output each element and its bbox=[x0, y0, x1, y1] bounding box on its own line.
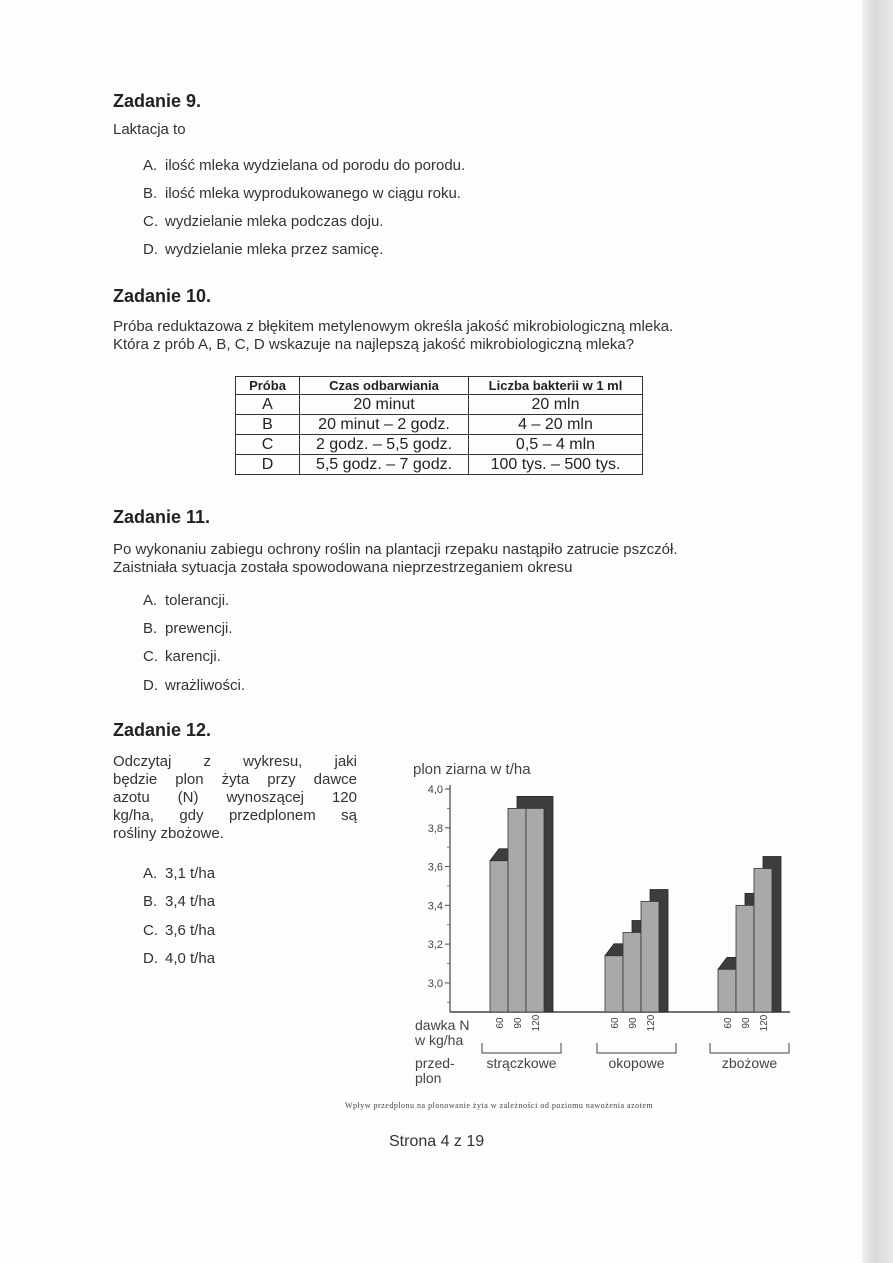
dose-tick-label: 90 bbox=[628, 1017, 639, 1029]
table-cell: D bbox=[236, 455, 300, 475]
chart-group-label-line-2: plon bbox=[415, 1070, 442, 1086]
bar bbox=[718, 969, 736, 1012]
q12-stem-line: azotu (N) wynoszącej 120 bbox=[113, 789, 357, 806]
table-cell: A bbox=[236, 395, 300, 415]
q9-option-c[interactable] bbox=[143, 213, 383, 230]
table-cell: 4 – 20 mln bbox=[469, 415, 643, 435]
scan-edge-shadow bbox=[862, 0, 893, 1263]
bar bbox=[754, 869, 772, 1012]
q10-title: Zadanie 10. bbox=[113, 286, 212, 306]
q12-stem-line: będzie plon żyta przy dawce bbox=[113, 771, 357, 788]
q11-option-c[interactable] bbox=[143, 648, 221, 665]
q12-stem-line: Odczytaj z wykresu, jaki bbox=[113, 753, 357, 770]
option-text: wydzielanie mleka przez samicę. bbox=[165, 241, 384, 258]
option-text: 3,1 t/ha bbox=[165, 865, 216, 882]
bar bbox=[605, 956, 623, 1012]
option-letter: C. bbox=[143, 213, 158, 230]
chart-group-label-line-1: przed- bbox=[415, 1055, 455, 1071]
dose-tick-label: 120 bbox=[646, 1014, 657, 1032]
bar bbox=[490, 861, 508, 1012]
q9-option-a[interactable] bbox=[143, 157, 465, 174]
option-letter: B. bbox=[143, 185, 158, 202]
q11-option-d[interactable] bbox=[143, 677, 245, 694]
option-letter: A. bbox=[143, 865, 158, 882]
column-header: Czas odbarwiania bbox=[300, 377, 469, 395]
chart-ylabel: plon ziarna w t/ha bbox=[413, 761, 531, 778]
q11-title: Zadanie 11. bbox=[113, 507, 211, 527]
table-cell: 20 mln bbox=[469, 395, 643, 415]
table-row bbox=[236, 395, 643, 415]
q9-option-d[interactable] bbox=[143, 241, 383, 258]
bar bbox=[736, 905, 754, 1012]
q12-stem bbox=[113, 753, 357, 843]
option-letter: D. bbox=[143, 950, 158, 967]
table-header-row bbox=[236, 377, 643, 395]
dose-tick-label: 60 bbox=[610, 1017, 621, 1029]
page-number: Strona 4 z 19 bbox=[389, 1133, 485, 1150]
q11-line-1: Po wykonaniu zabiegu ochrony roślin na plantacji rzepaku nastąpiło zatrucie pszczół. bbox=[113, 541, 678, 558]
table-cell: 0,5 – 4 mln bbox=[469, 435, 643, 455]
group-bracket bbox=[597, 1043, 676, 1053]
dose-tick-label: 90 bbox=[741, 1017, 752, 1029]
table-row bbox=[236, 455, 643, 475]
option-letter: A. bbox=[143, 592, 158, 609]
option-text: wrażliwości. bbox=[165, 677, 246, 694]
option-letter: B. bbox=[143, 893, 158, 910]
q12-option-d[interactable] bbox=[143, 950, 215, 967]
bar bbox=[641, 901, 659, 1012]
dose-tick-label: 60 bbox=[723, 1017, 734, 1029]
group-bracket bbox=[710, 1043, 789, 1053]
y-tick-label: 3,4 bbox=[427, 900, 443, 913]
group-label: zbożowe bbox=[721, 1055, 778, 1071]
table-cell: 5,5 godz. – 7 godz. bbox=[300, 455, 469, 475]
y-tick-label: 3,6 bbox=[427, 861, 443, 874]
column-header: Liczba bakterii w 1 ml bbox=[469, 377, 643, 395]
group-bracket bbox=[482, 1043, 561, 1053]
q12-option-b[interactable] bbox=[143, 893, 215, 910]
group-label: strączkowe bbox=[486, 1055, 557, 1071]
dose-tick-label: 90 bbox=[513, 1017, 524, 1029]
option-text: ilość mleka wyprodukowanego w ciągu roku. bbox=[165, 185, 461, 202]
option-text: prewencji. bbox=[165, 620, 233, 637]
option-letter: D. bbox=[143, 677, 158, 694]
table-cell: 20 minut bbox=[300, 395, 469, 415]
chart-xlabel-line-2: w kg/ha bbox=[415, 1032, 464, 1048]
option-letter: C. bbox=[143, 922, 158, 939]
table-cell: C bbox=[236, 435, 300, 455]
q10-line-1: Próba reduktazowa z błękitem metylenowym określa jakość mikrobiologiczną mleka. bbox=[113, 318, 674, 335]
group-label: okopowe bbox=[608, 1055, 665, 1071]
yield-chart bbox=[405, 755, 800, 1095]
q12-title: Zadanie 12. bbox=[113, 720, 212, 740]
table-row bbox=[236, 435, 643, 455]
y-tick-label: 4,0 bbox=[427, 784, 443, 796]
table-cell: 100 tys. – 500 tys. bbox=[469, 455, 643, 475]
option-letter: B. bbox=[143, 620, 158, 637]
option-text: ilość mleka wydzielana od porodu do porodu. bbox=[165, 157, 466, 174]
option-text: tolerancji. bbox=[165, 592, 230, 609]
bar bbox=[526, 808, 544, 1012]
option-text: 4,0 t/ha bbox=[165, 950, 216, 967]
option-letter: A. bbox=[143, 157, 158, 174]
q9-title: Zadanie 9. bbox=[113, 91, 202, 111]
table-row bbox=[236, 415, 643, 435]
table-cell: B bbox=[236, 415, 300, 435]
chart-caption: Wpływ przedplonu na plonowanie żyta w zależności od poziomu nawożenia azotem bbox=[345, 1101, 654, 1110]
column-header: Próba bbox=[236, 377, 300, 395]
y-tick-label: 3,2 bbox=[427, 939, 443, 952]
q12-stem-line: kg/ha, gdy przedplonem są bbox=[113, 807, 357, 824]
option-text: 3,6 t/ha bbox=[165, 922, 216, 939]
q12-stem-line: rośliny zbożowe. bbox=[113, 825, 224, 842]
q11-option-a[interactable] bbox=[143, 592, 229, 609]
q9-option-b[interactable] bbox=[143, 185, 461, 202]
option-text: karencji. bbox=[165, 648, 221, 665]
q10-line-2: Która z prób A, B, C, D wskazuje na najlepszą jakość mikrobiologiczną mleka? bbox=[113, 336, 635, 353]
table-cell: 2 godz. – 5,5 godz. bbox=[300, 435, 469, 455]
q11-option-b[interactable] bbox=[143, 620, 233, 637]
dose-tick-label: 120 bbox=[531, 1014, 542, 1032]
chart-xlabel-line-1: dawka N bbox=[415, 1017, 470, 1033]
dose-tick-label: 60 bbox=[495, 1017, 506, 1029]
bar bbox=[623, 932, 641, 1012]
q12-option-a[interactable] bbox=[143, 865, 215, 882]
q9-stem: Laktacja to bbox=[113, 121, 186, 138]
bar bbox=[508, 808, 526, 1012]
dose-tick-label: 120 bbox=[759, 1014, 770, 1032]
option-letter: D. bbox=[143, 241, 158, 258]
q11-line-2: Zaistniała sytuacja została spowodowana nieprzestrzeganiem okresu bbox=[113, 559, 573, 576]
table-cell: 20 minut – 2 godz. bbox=[300, 415, 469, 435]
y-tick-label: 3,8 bbox=[427, 822, 443, 835]
milk-test-table bbox=[235, 376, 643, 475]
option-text: wydzielanie mleka podczas doju. bbox=[165, 213, 384, 230]
option-text: 3,4 t/ha bbox=[165, 893, 216, 910]
option-letter: C. bbox=[143, 648, 158, 665]
q12-option-c[interactable] bbox=[143, 922, 215, 939]
y-tick-label: 3,0 bbox=[427, 977, 443, 990]
